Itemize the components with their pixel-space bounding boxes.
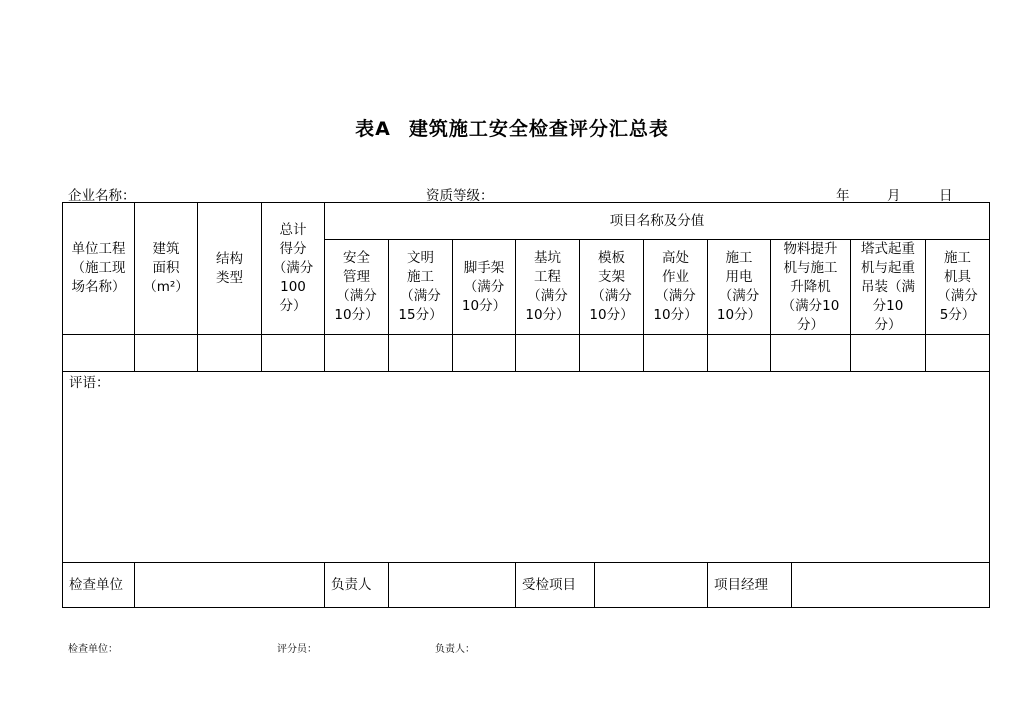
footer-inspection-unit: 检查单位： bbox=[68, 644, 118, 655]
title-prefix: 表A bbox=[355, 118, 391, 140]
page-title bbox=[0, 114, 1024, 141]
header-item-scaffolding: 脚手架 （满分 10分） bbox=[461, 259, 507, 314]
signoff-responsible: 负责人 bbox=[331, 576, 372, 593]
qualification-label: 资质等级： bbox=[426, 188, 494, 204]
header-item-foundation-pit: 基坑 工程 （满分 10分） bbox=[525, 250, 570, 323]
signoff-project-manager: 项目经理 bbox=[714, 576, 768, 593]
date-month: 月 bbox=[887, 188, 901, 204]
company-name-label: 企业名称： bbox=[68, 188, 136, 204]
signoff-inspection-unit: 检查单位 bbox=[69, 576, 123, 593]
title-text: 建筑施工安全检查评分汇总表 bbox=[408, 118, 669, 140]
header-item-machinery: 施工 机具 （满分 5分） bbox=[937, 250, 978, 323]
header-item-civilized-construction: 文明 施工 （满分 15分） bbox=[398, 250, 443, 323]
footer-scorer: 评分员： bbox=[277, 644, 317, 655]
header-item-work-at-height: 高处 作业 （满分 10分） bbox=[653, 250, 698, 323]
date-year: 年 bbox=[836, 188, 850, 204]
header-unit-project: 单位工程 （施工现 场名称） bbox=[71, 241, 126, 295]
comments-label: 评语： bbox=[69, 375, 110, 391]
header-item-electricity: 施工 用电 （满分 10分） bbox=[716, 250, 762, 323]
date-day: 日 bbox=[939, 188, 953, 204]
header-total-score: 总计 得分 （满分 100 分） bbox=[272, 222, 314, 314]
header-building-area: 建筑 面积 （m²） bbox=[143, 241, 189, 295]
signoff-inspected-project: 受检项目 bbox=[522, 576, 576, 593]
header-item-formwork: 模板 支架 （满分 10分） bbox=[589, 250, 634, 323]
header-item-hoist: 物料提升 机与施工 升降机 （满分10 分） bbox=[781, 240, 840, 333]
header-item-safety-management: 安全 管理 （满分 10分） bbox=[334, 250, 379, 323]
header-project-group: 项目名称及分值 bbox=[609, 212, 705, 229]
footer-responsible: 负责人： bbox=[435, 644, 475, 655]
header-structure-type: 结构 类型 bbox=[216, 250, 243, 286]
header-item-tower-crane: 塔式起重 机与起重 吊装（满 分10 分） bbox=[861, 240, 915, 333]
